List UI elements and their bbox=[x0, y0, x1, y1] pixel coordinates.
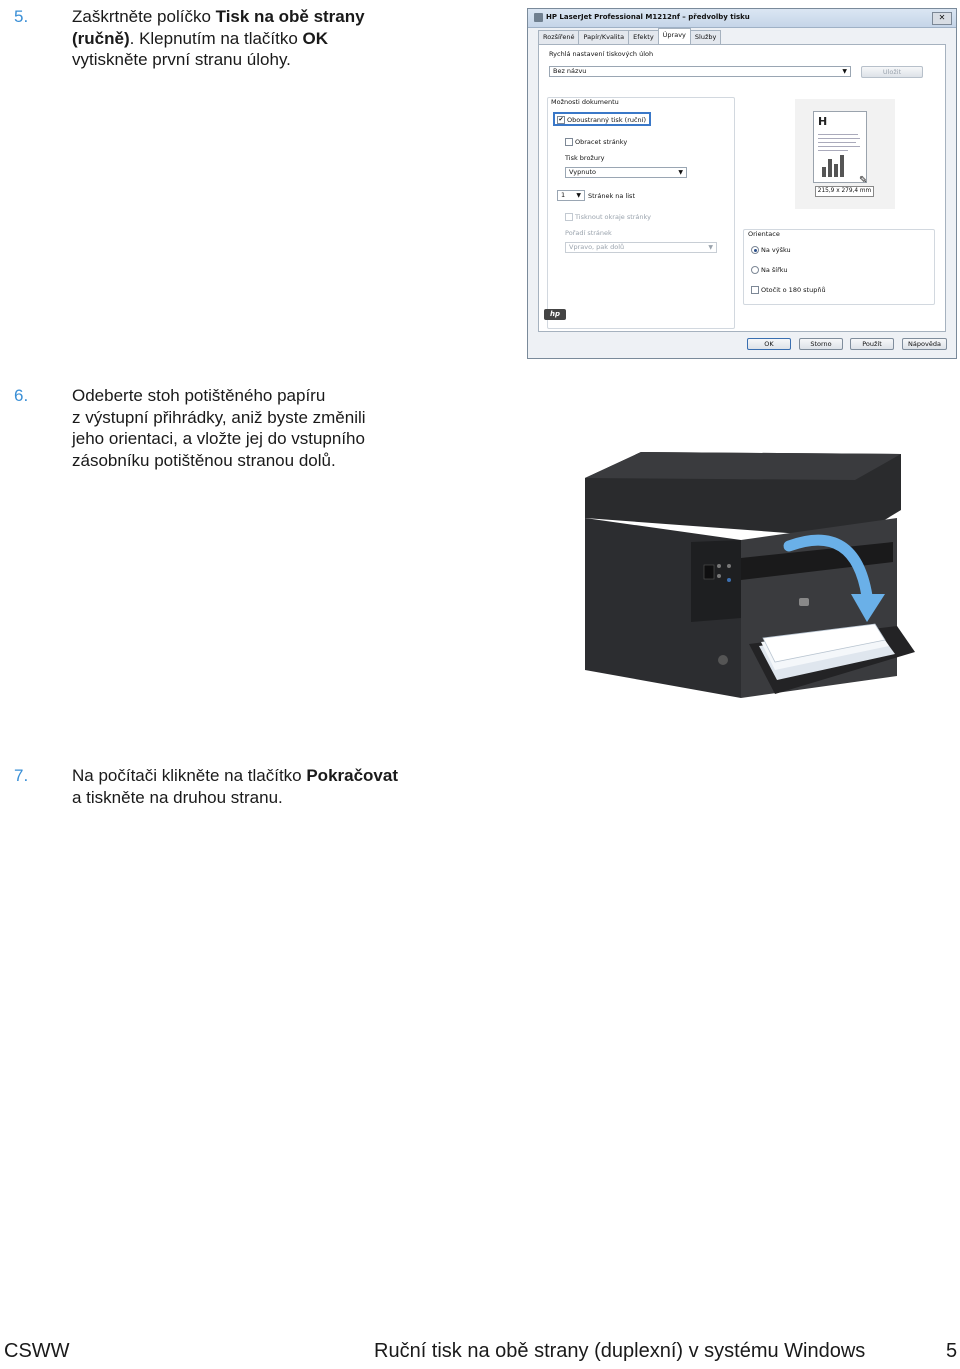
page-order-value: Vpravo, pak dolů bbox=[569, 243, 625, 251]
pages-per-sheet-label: Stránek na list bbox=[588, 192, 635, 200]
tab-advanced[interactable]: Rozšířené bbox=[538, 30, 579, 44]
pages-per-sheet-select[interactable] bbox=[557, 190, 585, 201]
duplex-label: Oboustranný tisk (ruční) bbox=[567, 116, 647, 124]
pages-per-sheet-value: 1 bbox=[561, 191, 566, 199]
dropdown-arrow-icon: ▼ bbox=[678, 169, 683, 176]
text-line: z výstupní přihrádky, aniž byste změnili bbox=[72, 407, 366, 427]
text-run: vytiskněte první stranu úlohy. bbox=[72, 50, 291, 69]
quick-sets-label: Rychlá nastavení tiskových úloh bbox=[549, 50, 654, 58]
print-borders-checkbox[interactable] bbox=[565, 213, 573, 221]
pen-icon: ✎ bbox=[859, 175, 868, 186]
quick-sets-select[interactable] bbox=[549, 66, 851, 77]
rotate-label: Otočit o 180 stupňů bbox=[761, 286, 826, 294]
booklet-label: Tisk brožury bbox=[565, 154, 605, 162]
printer-icon bbox=[534, 13, 543, 22]
step-number: 5. bbox=[14, 7, 29, 26]
page-number: 5 bbox=[946, 1340, 958, 1362]
text-line bbox=[818, 150, 848, 151]
dropdown-arrow-icon: ▼ bbox=[576, 192, 581, 199]
dropdown-arrow-icon: ▼ bbox=[842, 68, 847, 75]
bold-run: Pokračovat bbox=[306, 766, 399, 785]
tab-finishing[interactable]: Úpravy bbox=[658, 28, 691, 44]
text-line bbox=[818, 134, 858, 135]
step-text bbox=[72, 385, 532, 471]
cancel-button[interactable]: Storno bbox=[799, 338, 843, 350]
bold-run: Tisk na obě strany bbox=[215, 7, 365, 26]
flip-pages-checkbox[interactable] bbox=[565, 138, 573, 146]
step-text bbox=[72, 765, 532, 808]
page-order-label: Pořadí stránek bbox=[565, 229, 612, 237]
dialog-titlebar bbox=[528, 9, 956, 28]
hp-logo: hp bbox=[544, 309, 566, 320]
preview-bar bbox=[828, 159, 832, 177]
step-text bbox=[72, 6, 512, 71]
preview-letter: H bbox=[818, 115, 828, 128]
tab-effects[interactable]: Efekty bbox=[628, 30, 659, 44]
portrait-radio[interactable] bbox=[751, 246, 759, 254]
save-button[interactable]: Uložit bbox=[861, 66, 923, 78]
preview-bar bbox=[822, 167, 826, 177]
tab-paper-quality[interactable]: Papír/Kvalita bbox=[578, 30, 629, 44]
landscape-label: Na šířku bbox=[761, 266, 788, 274]
help-button[interactable]: Nápověda bbox=[902, 338, 947, 350]
orientation-label: Orientace bbox=[748, 230, 780, 238]
preview-page bbox=[813, 111, 867, 183]
landscape-radio[interactable] bbox=[751, 266, 759, 274]
tab-services[interactable]: Služby bbox=[690, 30, 721, 44]
apply-button[interactable]: Použít bbox=[850, 338, 894, 350]
close-button[interactable]: ✕ bbox=[932, 12, 952, 25]
text-run: Zaškrtněte políčko bbox=[72, 7, 216, 26]
printer-illustration bbox=[563, 390, 939, 730]
rotate-checkbox[interactable] bbox=[751, 286, 759, 294]
text-line bbox=[818, 142, 856, 143]
text-line: Odeberte stoh potištěného papíru bbox=[72, 386, 326, 405]
booklet-value: Vypnuto bbox=[569, 168, 597, 176]
text-line: a tiskněte na druhou stranu. bbox=[72, 787, 283, 807]
footer-left: CSWW bbox=[4, 1340, 70, 1362]
printer-drawing bbox=[563, 390, 939, 730]
bold-run: (ručně) bbox=[72, 28, 130, 48]
text-line bbox=[818, 138, 860, 139]
text-line bbox=[818, 146, 860, 147]
text-run: . Klepnutím na tlačítko bbox=[129, 28, 303, 48]
text-line: zásobníku potištěnou stranou dolů. bbox=[72, 450, 336, 470]
bold-run: OK bbox=[302, 28, 329, 48]
dialog-title: HP LaserJet Professional M1212nf – předvolby tisku bbox=[546, 13, 750, 21]
step-number: 7. bbox=[14, 766, 29, 785]
footer-title: Ruční tisk na obě strany (duplexní) v systému Windows bbox=[374, 1340, 866, 1362]
tab-panel bbox=[538, 44, 946, 332]
print-preferences-dialog bbox=[527, 8, 957, 359]
duplex-checkbox[interactable]: ✔ bbox=[558, 116, 564, 123]
text-line: jeho orientaci, a vložte jej do vstupního bbox=[72, 429, 365, 448]
page-order-select[interactable] bbox=[565, 242, 717, 253]
step-number: 6. bbox=[14, 386, 29, 405]
booklet-select[interactable] bbox=[565, 167, 687, 178]
quick-sets-value: Bez názvu bbox=[553, 67, 587, 75]
print-borders-label: Tisknout okraje stránky bbox=[575, 213, 651, 221]
dropdown-arrow-icon: ▼ bbox=[708, 244, 713, 251]
ok-button[interactable]: OK bbox=[747, 338, 791, 350]
page-preview bbox=[795, 99, 895, 209]
text-run: Na počítači klikněte na tlačítko bbox=[72, 766, 307, 785]
document-options-label: Možnosti dokumentu bbox=[551, 98, 619, 106]
tab-bar bbox=[538, 30, 720, 44]
portrait-label: Na výšku bbox=[761, 246, 791, 254]
paper-size-label: 215,9 x 279,4 mm bbox=[815, 186, 874, 197]
flip-pages-label: Obracet stránky bbox=[575, 138, 628, 146]
preview-bar bbox=[834, 164, 838, 177]
preview-bar bbox=[840, 155, 844, 177]
